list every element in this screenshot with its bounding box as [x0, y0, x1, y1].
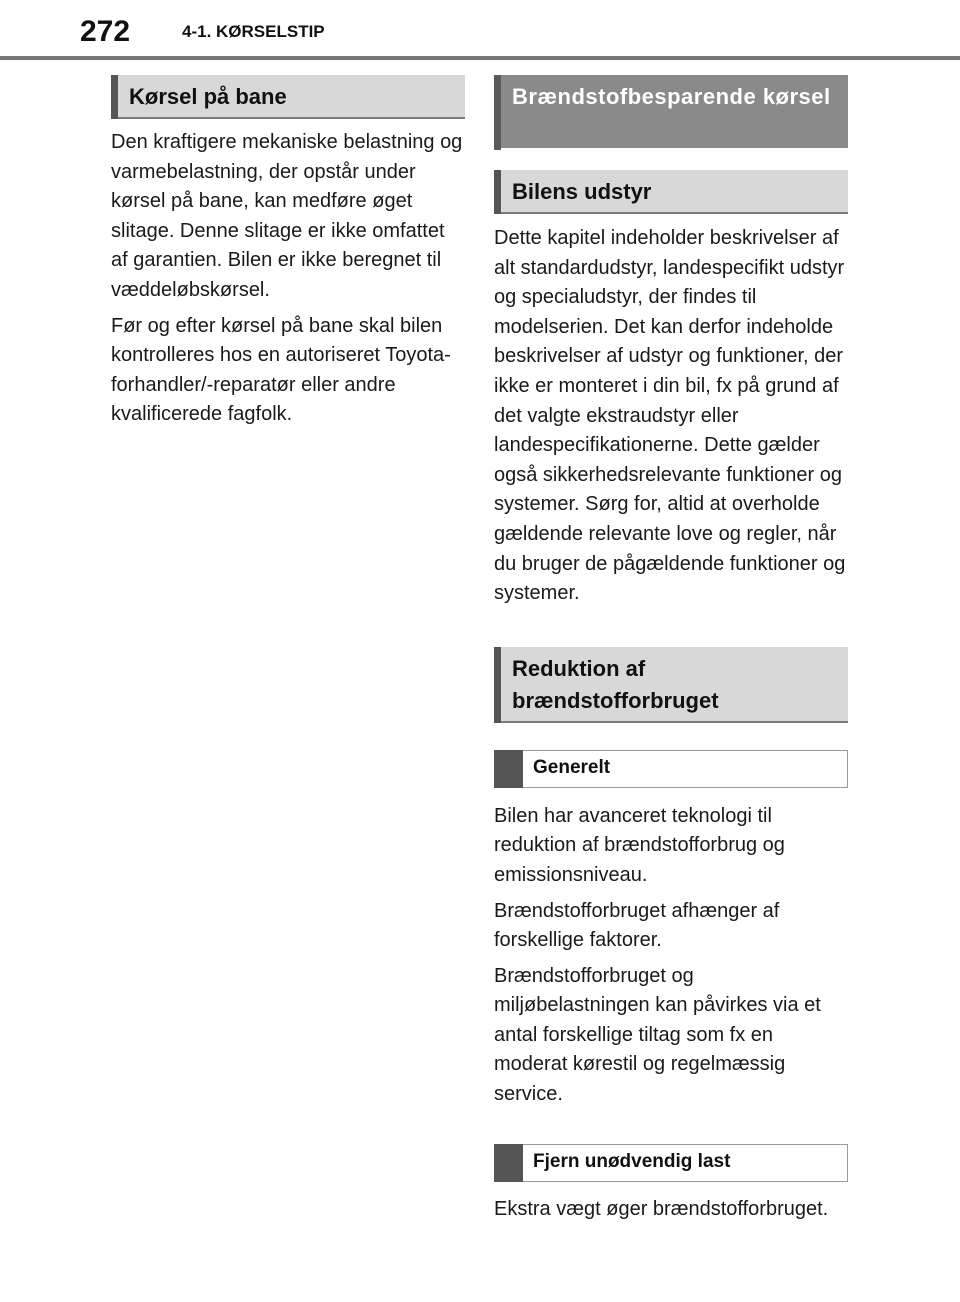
left-body: [111, 128, 465, 430]
paragraph: Brændstofforbruget og miljøbelastningen kan påvirkes via et antal forskellige tiltag som fx en moderat kørestil og regelmæssig service.: [494, 964, 821, 1106]
paragraph: Før og efter kørsel på bane skal bilen kontrolleres hos en autoriseret Toyota-forhandler/-reparatør eller andre kvalificerede fagfolk.: [111, 314, 451, 426]
paragraph: Dette kapitel indeholder beskrivelser af alt standardudstyr, landespecifikt udstyr og specialudstyr, der findes til modelserien. Det kan derfor indeholde beskrivelser af udstyr og funktioner, der ikke er monteret i din bil, fx på grund af det valgte ekstraudstyr eller landespecifikationerne. Dette gælder også sikkerhedsrelevante funktioner og systemer. Sørg for, altid at overholde gældende relevante love og regler, når du bruger de pågældende funktioner og systemer.: [494, 227, 846, 605]
heading-track-driving: Kørsel på bane: [111, 75, 465, 119]
paragraph: Brændstofforbruget afhænger af forskellige faktorer.: [494, 899, 780, 952]
paragraph: Ekstra vægt øger brændstofforbruget.: [494, 1197, 829, 1220]
heading-equipment: Bilens udstyr: [494, 170, 848, 214]
general-body: [494, 802, 848, 1110]
subheading-remove-load: Fjern unødvendig last: [494, 1144, 848, 1182]
paragraph: Bilen har avanceret teknologi til reduktion af brændstofforbrug og emissionsniveau.: [494, 804, 785, 886]
page-header: [0, 0, 960, 60]
right-column: [494, 75, 848, 1224]
subheading-general: Generelt: [494, 750, 848, 788]
heading-fuel-saving: Brændstofbesparende kørsel: [494, 75, 848, 148]
section-title: 4-1. KØRSELSTIP: [182, 22, 325, 41]
left-column: [111, 75, 465, 430]
header-divider: [0, 56, 960, 60]
paragraph: Den kraftigere mekaniske belastning og varmebelastning, der opstår under kørsel på bane, kan medføre øget slitage. Denne slitage er ikke omfattet af garantien. Bilen er ikke beregnet til væddeløbskørsel.: [111, 131, 463, 301]
page-number: 272: [80, 15, 131, 48]
heading-reduction: Reduktion af brændstofforbruget: [494, 647, 848, 723]
